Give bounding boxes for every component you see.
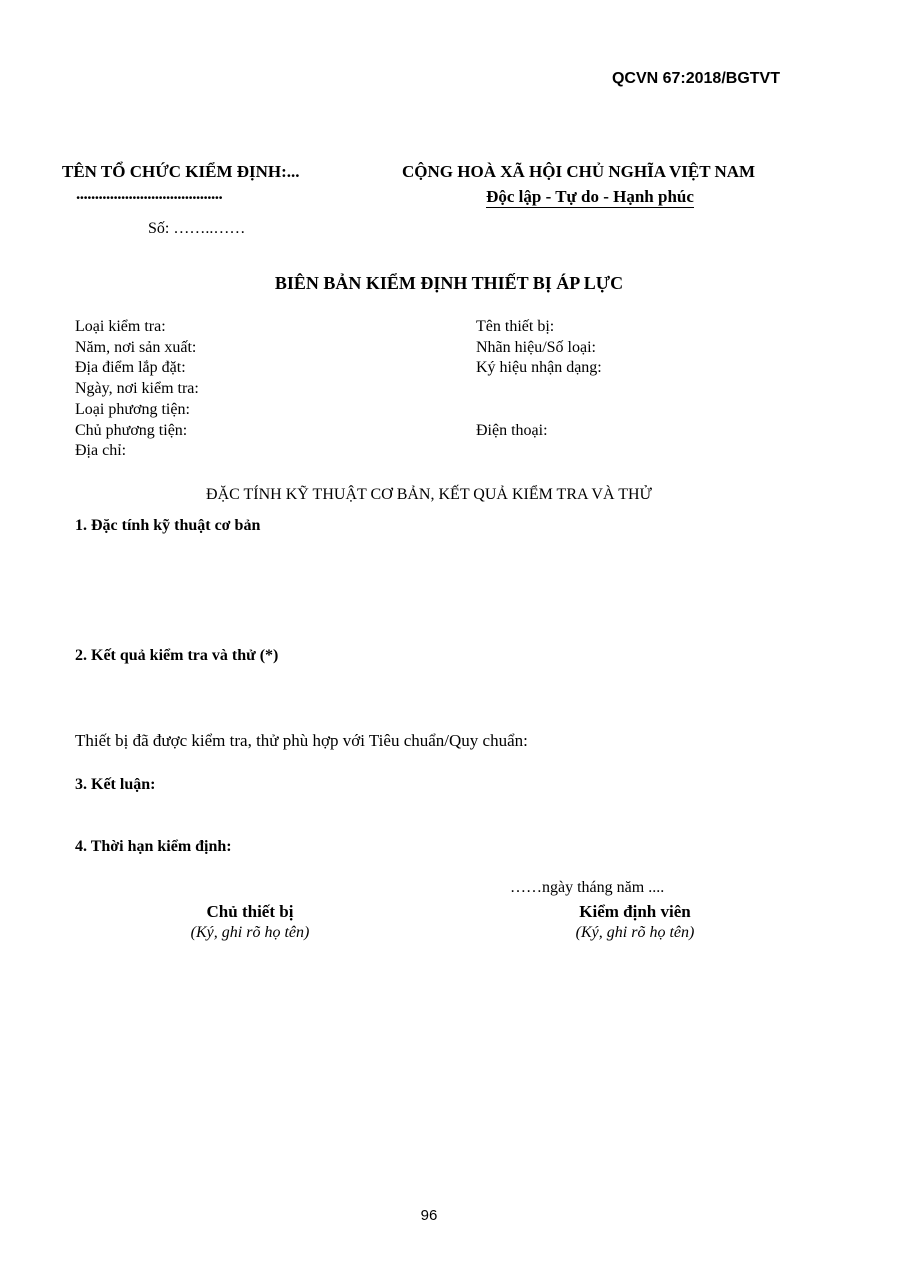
field-phone: Điện thoại: <box>476 422 548 439</box>
field-equipment-name: Tên thiết bị: <box>476 318 555 335</box>
section-test-results: 2. Kết quả kiểm tra và thử (*) <box>75 647 279 664</box>
regulation-code: QCVN 67:2018/BGTVT <box>611 70 780 87</box>
organization-dots: ....................................... <box>76 184 223 203</box>
compliance-statement: Thiết bị đã được kiểm tra, thử phù hợp với Tiêu chuẩn/Quy chuẩn: <box>75 731 528 750</box>
field-inspection-type: Loại kiểm tra: <box>75 318 166 335</box>
field-manufacture-year-place: Năm, nơi sản xuất: <box>75 339 197 356</box>
national-motto <box>0 187 898 207</box>
field-inspection-date-place: Ngày, nơi kiểm tra: <box>75 380 199 397</box>
nation-title: CỘNG HOÀ XÃ HỘI CHỦ NGHĨA VIỆT NAM <box>402 162 756 181</box>
section-technical-specs: 1. Đặc tính kỹ thuật cơ bản <box>75 517 261 534</box>
owner-signature-title: Chủ thiết bị <box>206 902 294 921</box>
field-address: Địa chỉ: <box>75 442 127 459</box>
inspector-signature-note: (Ký, ghi rõ họ tên) <box>575 924 695 941</box>
section-validity-period: 4. Thời hạn kiểm định: <box>75 838 232 855</box>
section-title: ĐẶC TÍNH KỸ THUẬT CƠ BẢN, KẾT QUẢ KIỂM TRA VÀ THỬ <box>206 486 652 503</box>
inspector-signature-title: Kiểm định viên <box>579 902 691 921</box>
section-conclusion: 3. Kết luận: <box>75 776 156 793</box>
document-title: BIÊN BẢN KIỂM ĐỊNH THIẾT BỊ ÁP LỰC <box>274 273 624 293</box>
field-identification-mark: Ký hiệu nhận dạng: <box>476 359 602 376</box>
signature-date: ……ngày tháng năm .... <box>510 879 665 896</box>
field-brand-model: Nhãn hiệu/Số loại: <box>476 339 596 356</box>
field-install-location: Địa điểm lắp đặt: <box>75 359 186 376</box>
field-vehicle-owner: Chủ phương tiện: <box>75 422 188 439</box>
document-number: Số: ……..…… <box>148 220 246 237</box>
field-vehicle-type: Loại phương tiện: <box>75 401 190 418</box>
organization-label: TÊN TỔ CHỨC KIỂM ĐỊNH:... <box>62 162 300 181</box>
owner-signature-note: (Ký, ghi rõ họ tên) <box>190 924 310 941</box>
page-number: 96 <box>420 1207 438 1224</box>
motto-text: Độc lập - Tự do - Hạnh phúc <box>486 187 694 206</box>
